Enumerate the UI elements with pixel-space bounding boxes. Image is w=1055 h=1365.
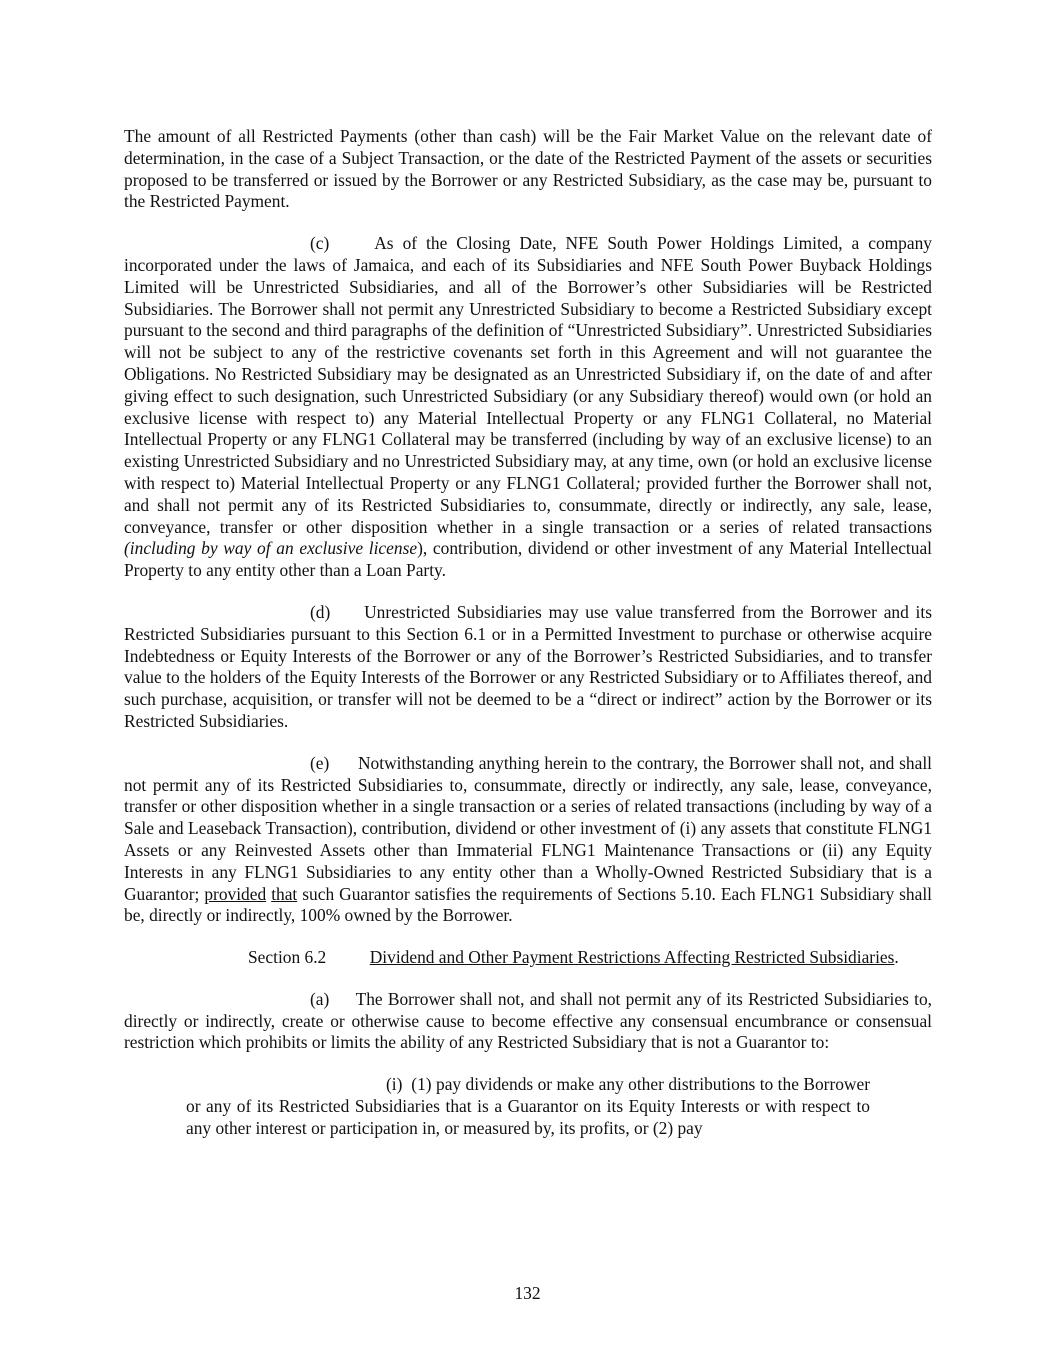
paragraph-d: (d) Unrestricted Subsidiaries may use value transferred from the Borrower and its Restricted Subsidiaries pursuant to this Section 6.1 or in a Permitted Investment to purchase or otherwise acquire Indebtedness or Equity Interests of the Borrower or any of the Borrower’s Restricted Subsidiaries, and to transfer value to the holders of the Equity Interests of the Borrower or any Restricted Subsidiary or to Affiliates thereof, and such purchase, acquisition, or transfer will not be deemed to be a “direct or indirect” action by the Borrower or its Restricted Subsidiaries.	[124, 601, 932, 731]
paragraph-d-label: (d)	[310, 601, 331, 622]
paragraph-c: (c) As of the Closing Date, NFE South Power Holdings Limited, a company incorporated under the laws of Jamaica, and each of its Subsidiaries and NFE South Power Buyback Holdings Limited will be Unrestricted Subsidiaries, and all of the Borrower’s other Subsidiaries will be Restricted Subsidiaries. The Borrower shall not permit any Unrestricted Subsidiary to become a Restricted Subsidiary except pursuant to the second and third paragraphs of the definition of “Unrestricted Subsidiary”. Unrestricted Subsidiaries will not be subject to any of the restrictive covenants set forth in this Agreement and will not guarantee the Obligations. No Restricted Subsidiary may be designated as an Unrestricted Subsidiary if, on the date of and after giving effect to such designation, such Unrestricted Subsidiary (or any Subsidiary thereof) would own (or hold an exclusive license with respect to) any Material Intellectual Property or any FLNG1 Collateral, no Material Intellectual Property or any FLNG1 Collateral may be transferred (including by way of an exclusive license) to an existing Unrestricted Subsidiary and no Unrestricted Subsidiary may, at any time, own (or hold an exclusive license with respect to) Material Intellectual Property or any FLNG1 Collateral; provided further the Borrower shall not, and shall not permit any of its Restricted Subsidiaries to, consummate, directly or indirectly, any sale, lease, conveyance, transfer or other disposition whether in a single transaction or a series of related transactions (including by way of an exclusive license), contribution, dividend or other investment of any Material Intellectual Property to any entity other than a Loan Party.	[124, 233, 933, 581]
document-page	[124, 126, 932, 1140]
intro-paragraph: The amount of all Restricted Payments (other than cash) will be the Fair Market Value on the relevant date of determination, in the case of a Subject Transaction, or the date of the Restricted Payment of the assets or securities proposed to be transferred or issued by the Borrower or any Restricted Subsidiary, as the case may be, pursuant to the Restricted Payment.	[124, 126, 932, 212]
section-number: Section 6.2	[248, 947, 327, 968]
page-number: 132	[514, 1283, 541, 1303]
section-6-2-heading: Section 6.2 Dividend and Other Payment Restrictions Affecting Restricted Subsidiaries.	[248, 947, 899, 968]
paragraph-c-label: (c)	[310, 233, 330, 254]
paragraph-a-label: (a)	[310, 988, 330, 1009]
subparagraph-i: (i) (1) pay dividends or make any other distributions to the Borrower or any of its Restricted Subsidiaries that is a Guarantor on its Equity Interests or with respect to any other interest or participation in, or measured by, its profits, or (2) pay	[186, 1074, 870, 1138]
paragraph-e-label: (e)	[310, 752, 330, 773]
paragraph-a: (a) The Borrower shall not, and shall not permit any of its Restricted Subsidiaries to, directly or indirectly, create or otherwise cause to become effective any consensual encumbrance or consensual restriction which prohibits or limits the ability of any Restricted Subsidiary that is not a Guarantor to:	[124, 988, 932, 1053]
section-title: Dividend and Other Payment Restrictions Affecting Restricted Subsidiaries	[369, 947, 895, 968]
paragraph-e: (e) Notwithstanding anything herein to the contrary, the Borrower shall not, and shall not permit any of its Restricted Subsidiaries to, consummate, directly or indirectly, any sale, lease, conveyance, transfer or other disposition whether in a single transaction or a series of related transactions (including by way of a Sale and Leaseback Transaction), contribution, dividend or other investment of (i) any assets that constitute FLNG1 Assets or any Reinvested Assets other than Immaterial FLNG1 Maintenance Transactions or (ii) any Equity Interests in any FLNG1 Subsidiaries to any entity other than a Wholly-Owned Restricted Subsidiary that is a Guarantor; provided that such Guarantor satisfies the requirements of Sections 5.10. Each FLNG1 Subsidiary shall be, directly or indirectly, 100% owned by the Borrower.	[124, 752, 933, 926]
subparagraph-i-label: (i)	[386, 1074, 403, 1095]
